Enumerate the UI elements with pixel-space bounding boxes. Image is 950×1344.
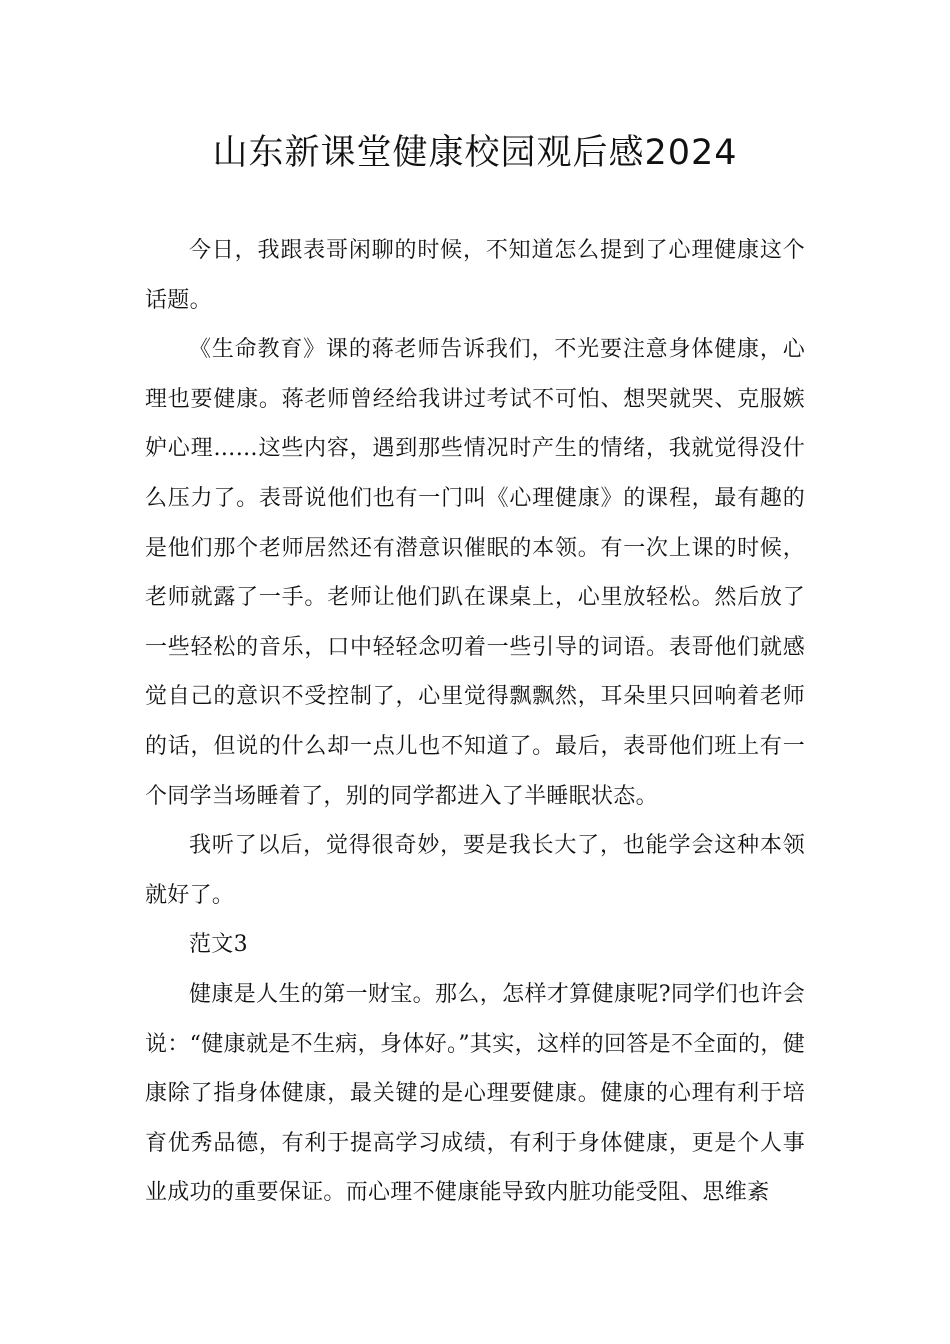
document-body (145, 226, 805, 1218)
document-title: 山东新课堂健康校园观后感2024 (212, 133, 738, 173)
paragraph-2: 《生命教育》课的蒋老师告诉我们，不光要注意身体健康，心理也要健康。蒋老师曾经给我讲过考试不可怕、想哭就哭、克服嫉妒心理……这些内容，遇到那些情况时产生的情绪，我就觉得没什么压力了。表哥说他们也有一门叫《心理健康》的课程，最有趣的是他们那个老师居然还有潜意识催眠的本领。有一次上课的时候，老师就露了一手。老师让他们趴在课桌上，心里放轻松。然后放了一些轻松的音乐，口中轻轻念叨着一些引导的词语。表哥他们就感觉自己的意识不受控制了，心里觉得飘飘然，耳朵里只回响着老师的话，但说的什么却一点儿也不知道了。最后，表哥他们班上有一个同学当场睡着了，别的同学都进入了半睡眠状态。 (145, 337, 805, 809)
paragraph-3: 我听了以后，觉得很奇妙，要是我长大了，也能学会这种本领就好了。 (145, 833, 805, 908)
paragraph-1: 今日，我跟表哥闲聊的时候，不知道怎么提到了心理健康这个话题。 (145, 238, 805, 313)
paragraph-4: 健康是人生的第一财宝。那么，怎样才算健康呢?同学们也许会说：“健康就是不生病，身体好。”其实，这样的回答是不全面的，健康除了指身体健康，最关键的是心理要健康。健康的心理有利于培育优秀品德，有利于提高学习成绩，有利于身体健康，更是个人事业成功的重要保证。而心理不健康能导致内脏功能受阻、思维紊 (145, 981, 805, 1206)
section-heading-fanwen3: 范文3 (189, 932, 248, 958)
